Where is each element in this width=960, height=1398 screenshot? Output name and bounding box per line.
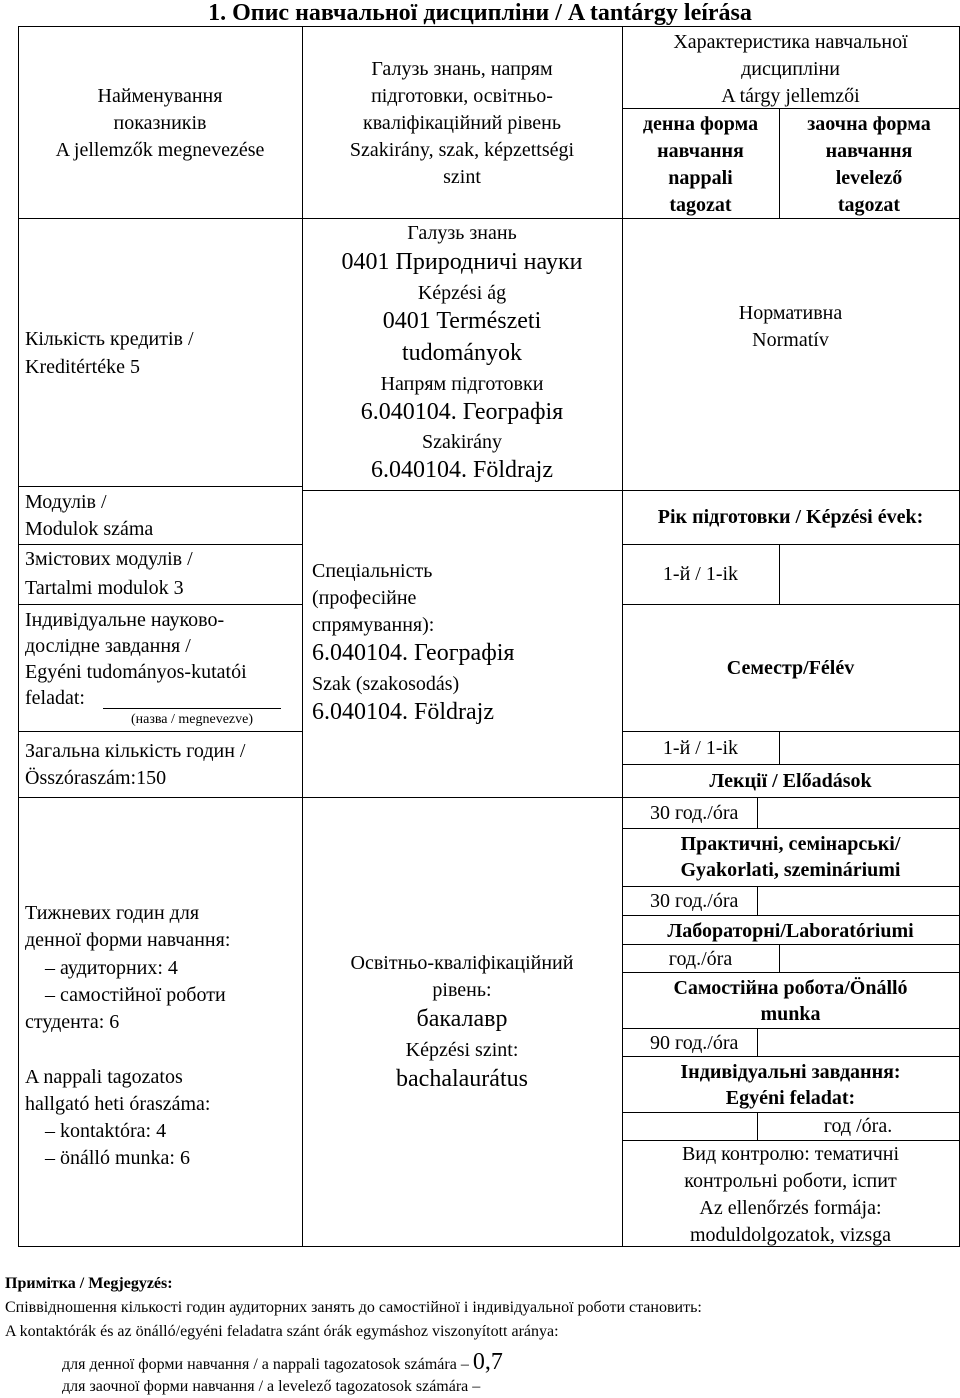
practical-value: 30 год./óra bbox=[650, 890, 739, 912]
note-line-1: Співвідношення кількості годин аудиторних занять до самостійної і індивідуальної роботи становить: bbox=[5, 1299, 702, 1316]
note-line-2: A kontaktórák és az önálló/egyéni feladatra szánt órák egymáshoz viszonyított aránya: bbox=[5, 1323, 559, 1340]
parttime-ratio: для заочної форми навчання / a levelező tagozatosok számára – bbox=[62, 1378, 481, 1395]
semester-heading: Семестр/Félév bbox=[726, 657, 855, 679]
year-heading: Рік підготовки / Képzési évek: bbox=[657, 506, 924, 528]
lab-value: год./óra bbox=[668, 948, 733, 970]
name-hint: (назва / megnevezve) bbox=[130, 712, 254, 727]
fulltime-ratio-value: 0,7 bbox=[472, 1349, 503, 1375]
note-label: Примітка / Megjegyzés: bbox=[5, 1275, 173, 1292]
individual-tasks-value: год /óra. bbox=[823, 1115, 893, 1137]
lectures-heading: Лекції / Előadások bbox=[709, 770, 872, 792]
document-title: 1. Опис навчальної дисципліни / A tantárgy leírása bbox=[208, 0, 752, 26]
self-work-value: 90 год./óra bbox=[650, 1032, 739, 1054]
fulltime-ratio: для денної форми навчання / a nappali tagozatosok számára – 0,7 bbox=[62, 1349, 503, 1375]
name-underline bbox=[103, 708, 281, 709]
lectures-value: 30 год./óra bbox=[650, 802, 739, 824]
year-value: 1-й / 1-ik bbox=[662, 563, 739, 585]
lab-heading: Лабораторні/Laboratóriumi bbox=[667, 920, 914, 942]
semester-value: 1-й / 1-ik bbox=[662, 737, 739, 759]
